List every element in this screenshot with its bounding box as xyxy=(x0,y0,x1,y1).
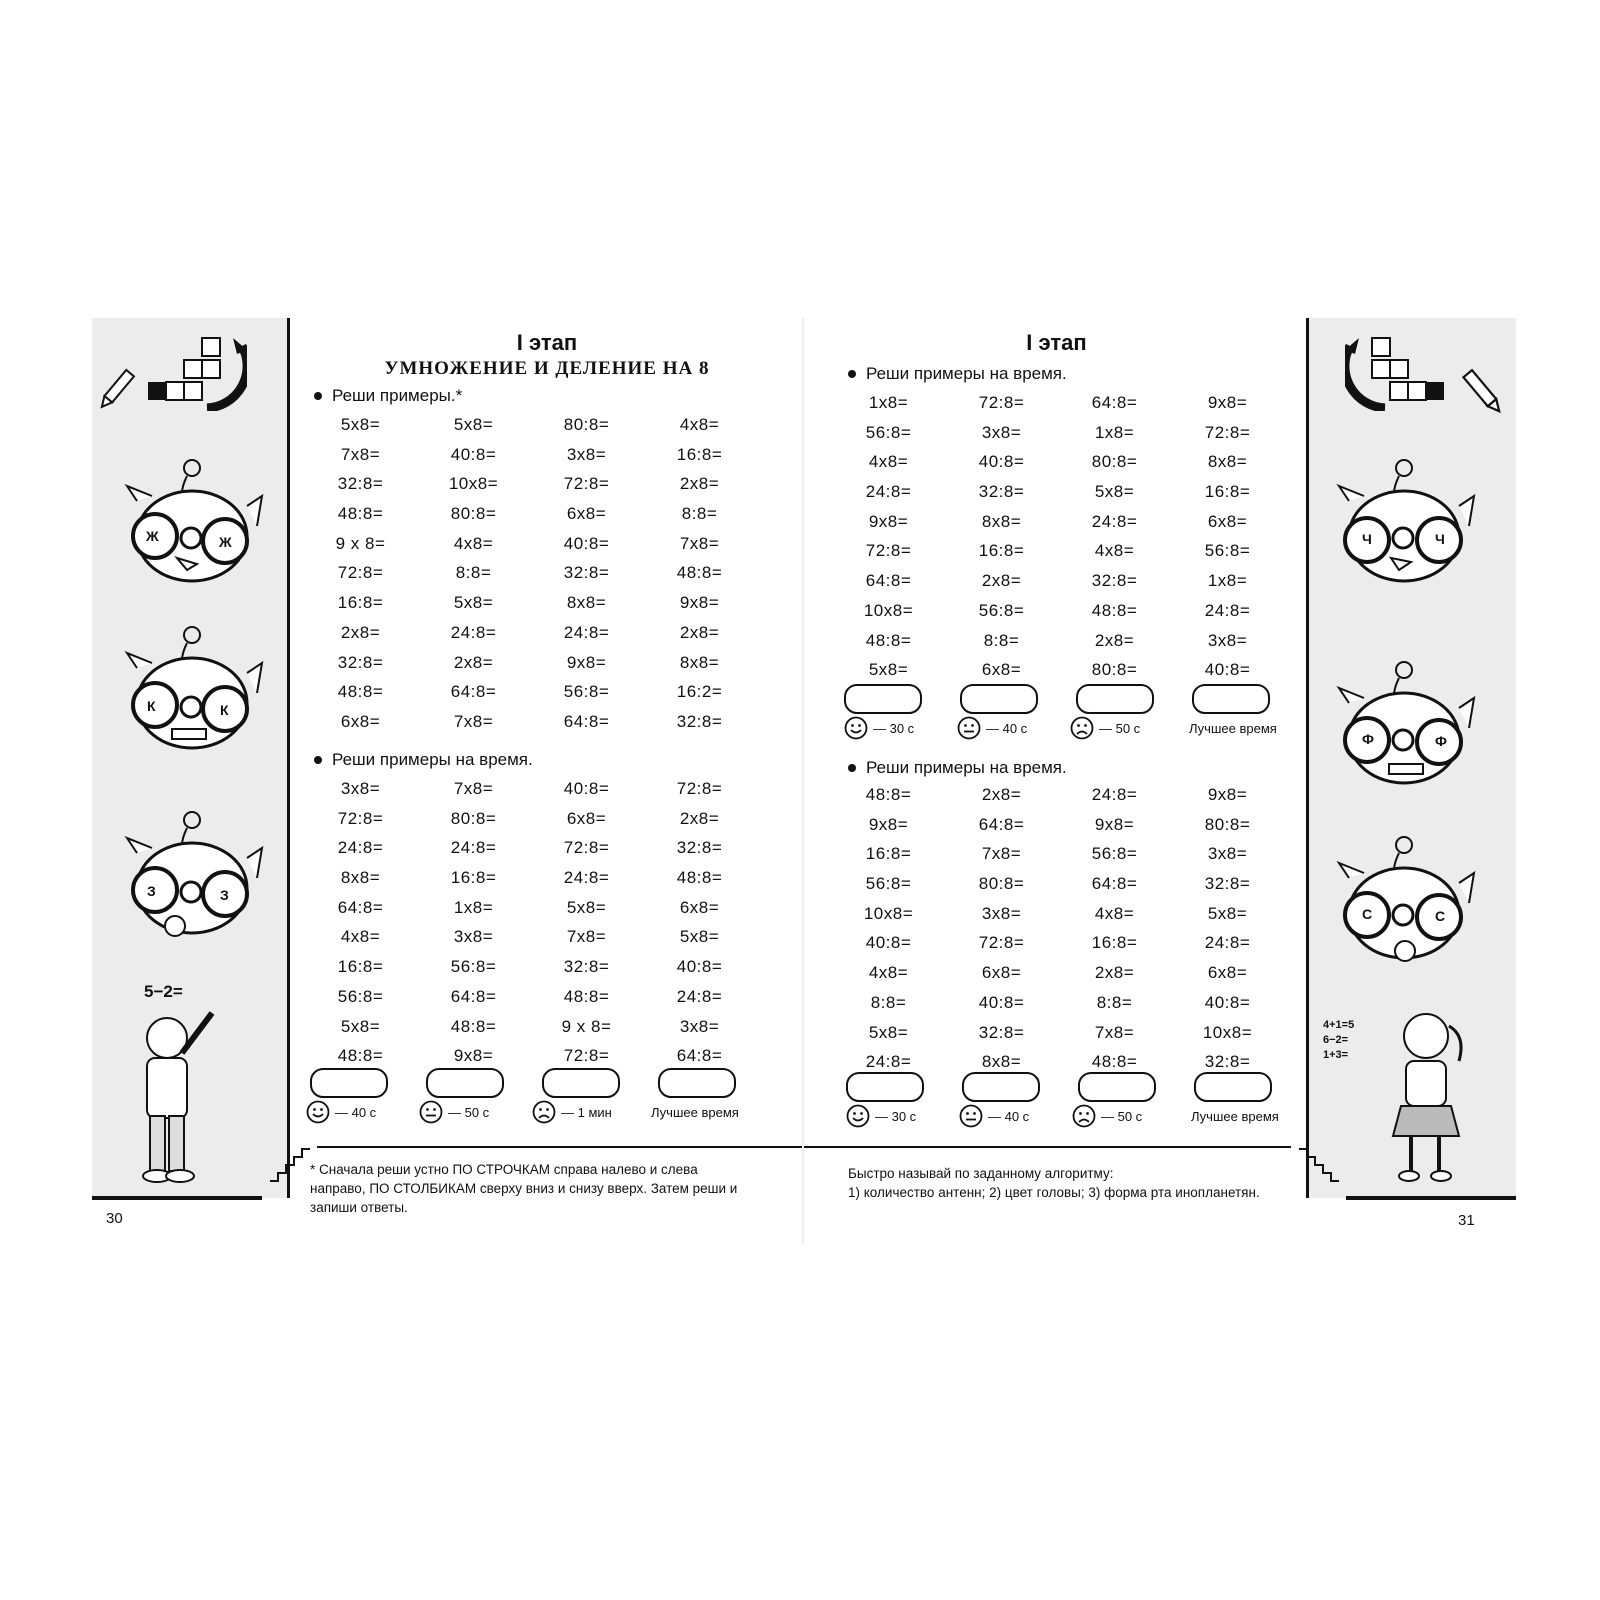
exercise-cell: 56:8= xyxy=(337,986,384,1006)
alien-letter: С xyxy=(1362,906,1373,922)
exercise-cell: 1x8= xyxy=(868,393,909,412)
time-legend xyxy=(844,716,1302,740)
exercise-cell: 3x8= xyxy=(1207,844,1248,864)
section-heading xyxy=(314,386,462,406)
exercise-cell: 72:8= xyxy=(865,541,912,561)
smiley-sad-icon xyxy=(1070,716,1094,740)
exercise-cell: 4x8= xyxy=(453,533,494,553)
time-answer-box[interactable] xyxy=(844,684,922,714)
smiley-sad-icon xyxy=(1072,1104,1096,1128)
section-heading-text: Реши примеры на время. xyxy=(332,750,533,769)
exercise-cell: 16:8= xyxy=(450,868,497,888)
time-answer-box[interactable] xyxy=(1076,684,1154,714)
bullet-icon xyxy=(848,764,856,772)
legend-label: — 50 с xyxy=(448,1104,490,1120)
exercise-cell: 24:8= xyxy=(450,838,497,858)
exercise-cell: 9x8= xyxy=(679,593,720,613)
alien-letter: З xyxy=(220,887,229,903)
exercise-cell: 56:8= xyxy=(450,957,497,977)
exercise-cell: 9 x 8= xyxy=(335,533,386,553)
exercise-cell: 8:8= xyxy=(1096,992,1133,1012)
exercise-cell: 16:2= xyxy=(676,682,723,702)
exercise-cell: 7x8= xyxy=(1094,1022,1135,1042)
section-heading-text: Реши примеры на время. xyxy=(866,758,1067,777)
exercise-cell: 56:8= xyxy=(978,600,1025,620)
alien-z-illustration xyxy=(117,798,267,948)
exercise-cell: 48:8= xyxy=(1091,600,1138,620)
exercise-grid xyxy=(304,774,756,1071)
exercise-cell: 40:8= xyxy=(978,992,1025,1012)
girl-board-line: 4+1=5 xyxy=(1323,1019,1355,1031)
exercise-cell: 2x8= xyxy=(679,474,720,494)
exercise-cell: 8x8= xyxy=(566,593,607,613)
exercise-cell: 10x8= xyxy=(863,600,914,620)
exercise-cell: 6x8= xyxy=(981,660,1022,680)
smiley-neutral-icon xyxy=(959,1104,983,1128)
exercise-cell: 6x8= xyxy=(566,808,607,828)
exercise-cell: 24:8= xyxy=(563,868,610,888)
section-heading xyxy=(314,750,533,770)
exercise-cell: 80:8= xyxy=(1091,660,1138,680)
alien-letter: Ж xyxy=(219,534,232,550)
legend-label: — 40 с xyxy=(335,1104,377,1120)
legend-label: Лучшее время xyxy=(1191,1108,1279,1124)
exercise-cell: 16:8= xyxy=(1204,482,1251,502)
alien-letter: К xyxy=(147,698,156,714)
exercise-cell: 4x8= xyxy=(1094,541,1135,561)
legend-item xyxy=(1070,716,1183,740)
legend-item xyxy=(1185,1109,1304,1124)
exercise-cell: 3x8= xyxy=(566,444,607,464)
page-left xyxy=(92,318,804,1244)
exercise-cell: 24:8= xyxy=(1091,785,1138,804)
exercise-cell: 2x8= xyxy=(340,622,381,642)
exercise-cell: 2x8= xyxy=(679,622,720,642)
exercise-cell: 9x8= xyxy=(1207,393,1248,412)
exercise-cell: 10x8= xyxy=(1202,1022,1253,1042)
exercise-cell: 48:8= xyxy=(676,868,723,888)
exercise-cell: 24:8= xyxy=(865,1052,912,1072)
exercise-cell: 64:8= xyxy=(337,897,384,917)
exercise-cell: 32:8= xyxy=(563,563,610,583)
exercise-cell: 32:8= xyxy=(1204,1052,1251,1072)
exercise-cell: 56:8= xyxy=(1204,541,1251,561)
exercise-cell: 5x8= xyxy=(453,415,494,434)
exercise-cell: 40:8= xyxy=(450,444,497,464)
exercise-cell: 5x8= xyxy=(1207,903,1248,923)
time-answer-box[interactable] xyxy=(1194,1072,1272,1102)
exercise-cell: 48:8= xyxy=(563,986,610,1006)
smiley-happy-icon xyxy=(846,1104,870,1128)
exercise-cell: 64:8= xyxy=(978,814,1025,834)
exercise-cell: 2x8= xyxy=(981,785,1022,804)
exercise-cell: 24:8= xyxy=(676,986,723,1006)
bullet-icon xyxy=(314,756,322,764)
stair-decoration xyxy=(1289,1143,1349,1183)
alien-ch-illustration xyxy=(1329,446,1479,596)
exercise-cell: 1x8= xyxy=(1207,571,1248,591)
exercise-cell: 9 x 8= xyxy=(561,1016,612,1036)
exercise-cell: 80:8= xyxy=(1091,452,1138,472)
legend-item xyxy=(959,1104,1072,1128)
exercise-cell: 5x8= xyxy=(566,897,607,917)
exercise-cell: 32:8= xyxy=(337,652,384,672)
exercise-cell: 40:8= xyxy=(563,779,610,798)
exercise-cell: 16:8= xyxy=(676,444,723,464)
answer-boxes xyxy=(310,1068,736,1098)
exercise-cell: 6x8= xyxy=(679,897,720,917)
exercise-cell: 32:8= xyxy=(978,482,1025,502)
exercise-cell: 24:8= xyxy=(337,838,384,858)
exercise-cell: 48:8= xyxy=(337,682,384,702)
boy-illustration xyxy=(122,998,232,1188)
exercise-cell: 6x8= xyxy=(566,504,607,524)
exercise-cell: 72:8= xyxy=(563,474,610,494)
girl-illustration xyxy=(1371,1006,1491,1186)
exercise-cell: 72:8= xyxy=(563,1046,610,1066)
exercise-cell: 7x8= xyxy=(453,711,494,731)
legend-label: — 40 с xyxy=(986,720,1028,736)
alien-letter: Ж xyxy=(146,528,159,544)
alien-letter: Ф xyxy=(1362,731,1374,747)
exercise-cell: 9x8= xyxy=(453,1046,494,1066)
legend-item xyxy=(532,1100,645,1124)
exercise-cell: 8x8= xyxy=(1207,452,1248,472)
exercise-cell: 8x8= xyxy=(981,511,1022,531)
topic-title: УМНОЖЕНИЕ И ДЕЛЕНИЕ НА 8 xyxy=(384,358,710,379)
exercise-cell: 6x8= xyxy=(1207,511,1248,531)
exercise-cell: 48:8= xyxy=(337,504,384,524)
left-illustration-strip xyxy=(92,318,290,1198)
exercise-cell: 24:8= xyxy=(1204,600,1251,620)
section-heading xyxy=(848,364,1067,384)
exercise-cell: 2x8= xyxy=(1094,963,1135,983)
exercise-cell: 2x8= xyxy=(981,571,1022,591)
smiley-happy-icon xyxy=(844,716,868,740)
exercise-grid xyxy=(832,780,1284,1077)
exercise-cell: 6x8= xyxy=(340,711,381,731)
exercise-cell: 4x8= xyxy=(868,452,909,472)
exercise-cell: 1x8= xyxy=(453,897,494,917)
right-illustration-strip xyxy=(1306,318,1516,1198)
exercise-cell: 80:8= xyxy=(978,874,1025,894)
exercise-cell: 9x8= xyxy=(1207,785,1248,804)
smiley-neutral-icon xyxy=(957,716,981,740)
legend-label: Лучшее время xyxy=(1189,720,1277,736)
exercise-cell: 56:8= xyxy=(563,682,610,702)
alien-letter: К xyxy=(220,702,229,718)
exercise-cell: 5x8= xyxy=(868,660,909,680)
answer-boxes xyxy=(844,684,1270,714)
exercise-cell: 32:8= xyxy=(676,838,723,858)
smiley-happy-icon xyxy=(306,1100,330,1124)
girl-board-line: 6−2= xyxy=(1323,1034,1349,1046)
exercise-cell: 72:8= xyxy=(337,808,384,828)
exercise-cell: 9x8= xyxy=(1094,814,1135,834)
exercise-cell: 16:8= xyxy=(978,541,1025,561)
alien-s-illustration xyxy=(1329,823,1479,973)
exercise-cell: 32:8= xyxy=(563,957,610,977)
exercise-cell: 80:8= xyxy=(450,808,497,828)
exercise-cell: 56:8= xyxy=(1091,844,1138,864)
time-answer-box[interactable] xyxy=(542,1068,620,1098)
exercise-cell: 3x8= xyxy=(981,422,1022,442)
exercise-cell: 24:8= xyxy=(450,622,497,642)
legend-label: — 30 с xyxy=(875,1108,917,1124)
exercise-cell: 32:8= xyxy=(978,1022,1025,1042)
exercise-cell: 40:8= xyxy=(563,533,610,553)
exercise-cell: 4x8= xyxy=(868,963,909,983)
legend-item xyxy=(306,1100,419,1124)
exercise-cell: 72:8= xyxy=(337,563,384,583)
exercise-cell: 5x8= xyxy=(453,593,494,613)
page-number: 31 xyxy=(1458,1212,1475,1229)
smiley-neutral-icon xyxy=(419,1100,443,1124)
time-answer-box[interactable] xyxy=(1078,1072,1156,1102)
girl-board-text xyxy=(1323,1018,1354,1063)
alien-k-illustration xyxy=(117,613,267,763)
exercise-cell: 64:8= xyxy=(1091,393,1138,412)
exercise-cell: 16:8= xyxy=(1091,933,1138,953)
section-heading xyxy=(848,758,1067,778)
legend-item xyxy=(844,716,957,740)
exercise-cell: 4x8= xyxy=(1094,903,1135,923)
exercise-cell: 7x8= xyxy=(340,444,381,464)
time-legend xyxy=(306,1100,764,1124)
legend-item xyxy=(1183,721,1302,736)
exercise-cell: 80:8= xyxy=(450,504,497,524)
exercise-cell: 72:8= xyxy=(978,393,1025,412)
exercise-cell: 64:8= xyxy=(450,986,497,1006)
exercise-cell: 2x8= xyxy=(679,808,720,828)
time-answer-box[interactable] xyxy=(1192,684,1270,714)
exercise-cell: 3x8= xyxy=(981,903,1022,923)
exercise-cell: 2x8= xyxy=(453,652,494,672)
section-heading-text: Реши примеры на время. xyxy=(866,364,1067,383)
exercise-grid xyxy=(832,388,1284,685)
exercise-cell: 64:8= xyxy=(1091,874,1138,894)
exercise-cell: 56:8= xyxy=(865,422,912,442)
exercise-cell: 10x8= xyxy=(448,474,499,494)
bullet-icon xyxy=(314,392,322,400)
alien-letter: Ф xyxy=(1435,733,1447,749)
exercise-cell: 32:8= xyxy=(1091,571,1138,591)
exercise-cell: 48:8= xyxy=(676,563,723,583)
exercise-cell: 72:8= xyxy=(563,838,610,858)
alien-letter: Ч xyxy=(1362,531,1372,547)
legend-label: — 1 мин xyxy=(561,1104,612,1120)
exercise-cell: 72:8= xyxy=(676,779,723,798)
exercise-cell: 40:8= xyxy=(978,452,1025,472)
stage-title: I этап xyxy=(1026,330,1087,355)
exercise-cell: 80:8= xyxy=(563,415,610,434)
exercise-cell: 40:8= xyxy=(676,957,723,977)
exercise-grid xyxy=(304,410,756,737)
exercise-cell: 7x8= xyxy=(453,779,494,798)
exercise-cell: 40:8= xyxy=(865,933,912,953)
pencil-icon xyxy=(1459,368,1509,418)
exercise-cell: 9x8= xyxy=(566,652,607,672)
exercise-cell: 24:8= xyxy=(865,482,912,502)
exercise-cell: 16:8= xyxy=(337,593,384,613)
exercise-cell: 8x8= xyxy=(981,1052,1022,1072)
exercise-cell: 40:8= xyxy=(1204,660,1251,680)
alien-letter: С xyxy=(1435,908,1446,924)
exercise-cell: 8:8= xyxy=(983,630,1020,650)
exercise-cell: 5x8= xyxy=(1094,482,1135,502)
exercise-cell: 9x8= xyxy=(868,814,909,834)
exercise-cell: 64:8= xyxy=(676,1046,723,1066)
alien-letter: З xyxy=(147,883,156,899)
answer-boxes xyxy=(846,1072,1272,1102)
exercise-cell: 6x8= xyxy=(1207,963,1248,983)
alien-letter: Ч xyxy=(1435,531,1445,547)
exercise-cell: 2x8= xyxy=(1094,630,1135,650)
exercise-cell: 3x8= xyxy=(453,927,494,947)
legend-label: — 40 с xyxy=(988,1108,1030,1124)
legend-item xyxy=(1072,1104,1185,1128)
footnote: * Сначала реши устно ПО СТРОЧКАМ справа налево и слева направо, ПО СТОЛБИКАМ сверху вниз и снизу вверх. Затем реши и запиши ответы. xyxy=(310,1162,738,1215)
exercise-cell: 8x8= xyxy=(679,652,720,672)
exercise-cell: 48:8= xyxy=(865,785,912,804)
legend-label: Лучшее время xyxy=(651,1104,739,1120)
time-answer-box[interactable] xyxy=(426,1068,504,1098)
exercise-cell: 16:8= xyxy=(337,957,384,977)
exercise-cell: 64:8= xyxy=(563,711,610,731)
exercise-cell: 64:8= xyxy=(450,682,497,702)
stage-title: I этап xyxy=(516,330,578,355)
exercise-cell: 7x8= xyxy=(566,927,607,947)
exercise-cell: 5x8= xyxy=(679,927,720,947)
exercise-cell: 5x8= xyxy=(868,1022,909,1042)
exercise-cell: 80:8= xyxy=(1204,814,1251,834)
time-answer-box[interactable] xyxy=(658,1068,736,1098)
smiley-sad-icon xyxy=(532,1100,556,1124)
blocks-arrow-icon xyxy=(1345,326,1445,411)
time-legend xyxy=(846,1104,1304,1128)
exercise-cell: 40:8= xyxy=(1204,992,1251,1012)
exercise-cell: 4x8= xyxy=(679,415,720,434)
exercise-cell: 72:8= xyxy=(978,933,1025,953)
time-answer-box[interactable] xyxy=(960,684,1038,714)
exercise-cell: 16:8= xyxy=(865,844,912,864)
time-answer-box[interactable] xyxy=(310,1068,388,1098)
exercise-cell: 6x8= xyxy=(981,963,1022,983)
exercise-cell: 5x8= xyxy=(340,1016,381,1036)
exercise-cell: 8:8= xyxy=(681,504,718,524)
exercise-cell: 48:8= xyxy=(1091,1052,1138,1072)
exercise-cell: 24:8= xyxy=(563,622,610,642)
exercise-cell: 7x8= xyxy=(679,533,720,553)
exercise-cell: 9x8= xyxy=(868,511,909,531)
legend-label: — 50 с xyxy=(1101,1108,1143,1124)
time-answer-box[interactable] xyxy=(846,1072,924,1102)
legend-item xyxy=(957,716,1070,740)
legend-label: — 50 с xyxy=(1099,720,1141,736)
legend-item xyxy=(645,1105,764,1120)
exercise-cell: 32:8= xyxy=(676,711,723,731)
alien-zh-illustration xyxy=(117,446,267,596)
exercise-cell: 3x8= xyxy=(679,1016,720,1036)
page-right xyxy=(804,318,1516,1244)
exercise-cell: 48:8= xyxy=(865,630,912,650)
alien-f-illustration xyxy=(1329,648,1479,798)
instruction-text: Быстро называй по заданному алгоритму: 1) количество антенн; 2) цвет головы; 3) форма рта инопланетян. xyxy=(848,1166,1260,1200)
exercise-cell: 48:8= xyxy=(450,1016,497,1036)
exercise-cell: 1x8= xyxy=(1094,422,1135,442)
legend-item xyxy=(419,1100,532,1124)
legend-item xyxy=(846,1104,959,1128)
exercise-cell: 32:8= xyxy=(1204,874,1251,894)
exercise-cell: 72:8= xyxy=(1204,422,1251,442)
girl-board-line: 1+3= xyxy=(1323,1049,1349,1061)
exercise-cell: 64:8= xyxy=(865,571,912,591)
boy-board-text: 5−2= xyxy=(144,982,183,1001)
exercise-cell: 8x8= xyxy=(340,868,381,888)
workbook-spread xyxy=(92,318,1516,1244)
exercise-cell: 8:8= xyxy=(455,563,492,583)
exercise-cell: 7x8= xyxy=(981,844,1022,864)
exercise-cell: 10x8= xyxy=(863,903,914,923)
exercise-cell: 24:8= xyxy=(1091,511,1138,531)
exercise-cell: 48:8= xyxy=(337,1046,384,1066)
exercise-cell: 5x8= xyxy=(340,415,381,434)
section-heading-text: Реши примеры.* xyxy=(332,386,463,405)
legend-label: — 30 с xyxy=(873,720,915,736)
bullet-icon xyxy=(848,370,856,378)
exercise-cell: 32:8= xyxy=(337,474,384,494)
exercise-cell: 24:8= xyxy=(1204,933,1251,953)
exercise-cell: 3x8= xyxy=(340,779,381,798)
blocks-arrow-icon xyxy=(147,326,247,411)
time-answer-box[interactable] xyxy=(962,1072,1040,1102)
exercise-cell: 4x8= xyxy=(340,927,381,947)
exercise-cell: 56:8= xyxy=(865,874,912,894)
pencil-icon xyxy=(94,368,139,413)
page-number: 30 xyxy=(106,1210,123,1227)
exercise-cell: 3x8= xyxy=(1207,630,1248,650)
exercise-cell: 8:8= xyxy=(870,992,907,1012)
